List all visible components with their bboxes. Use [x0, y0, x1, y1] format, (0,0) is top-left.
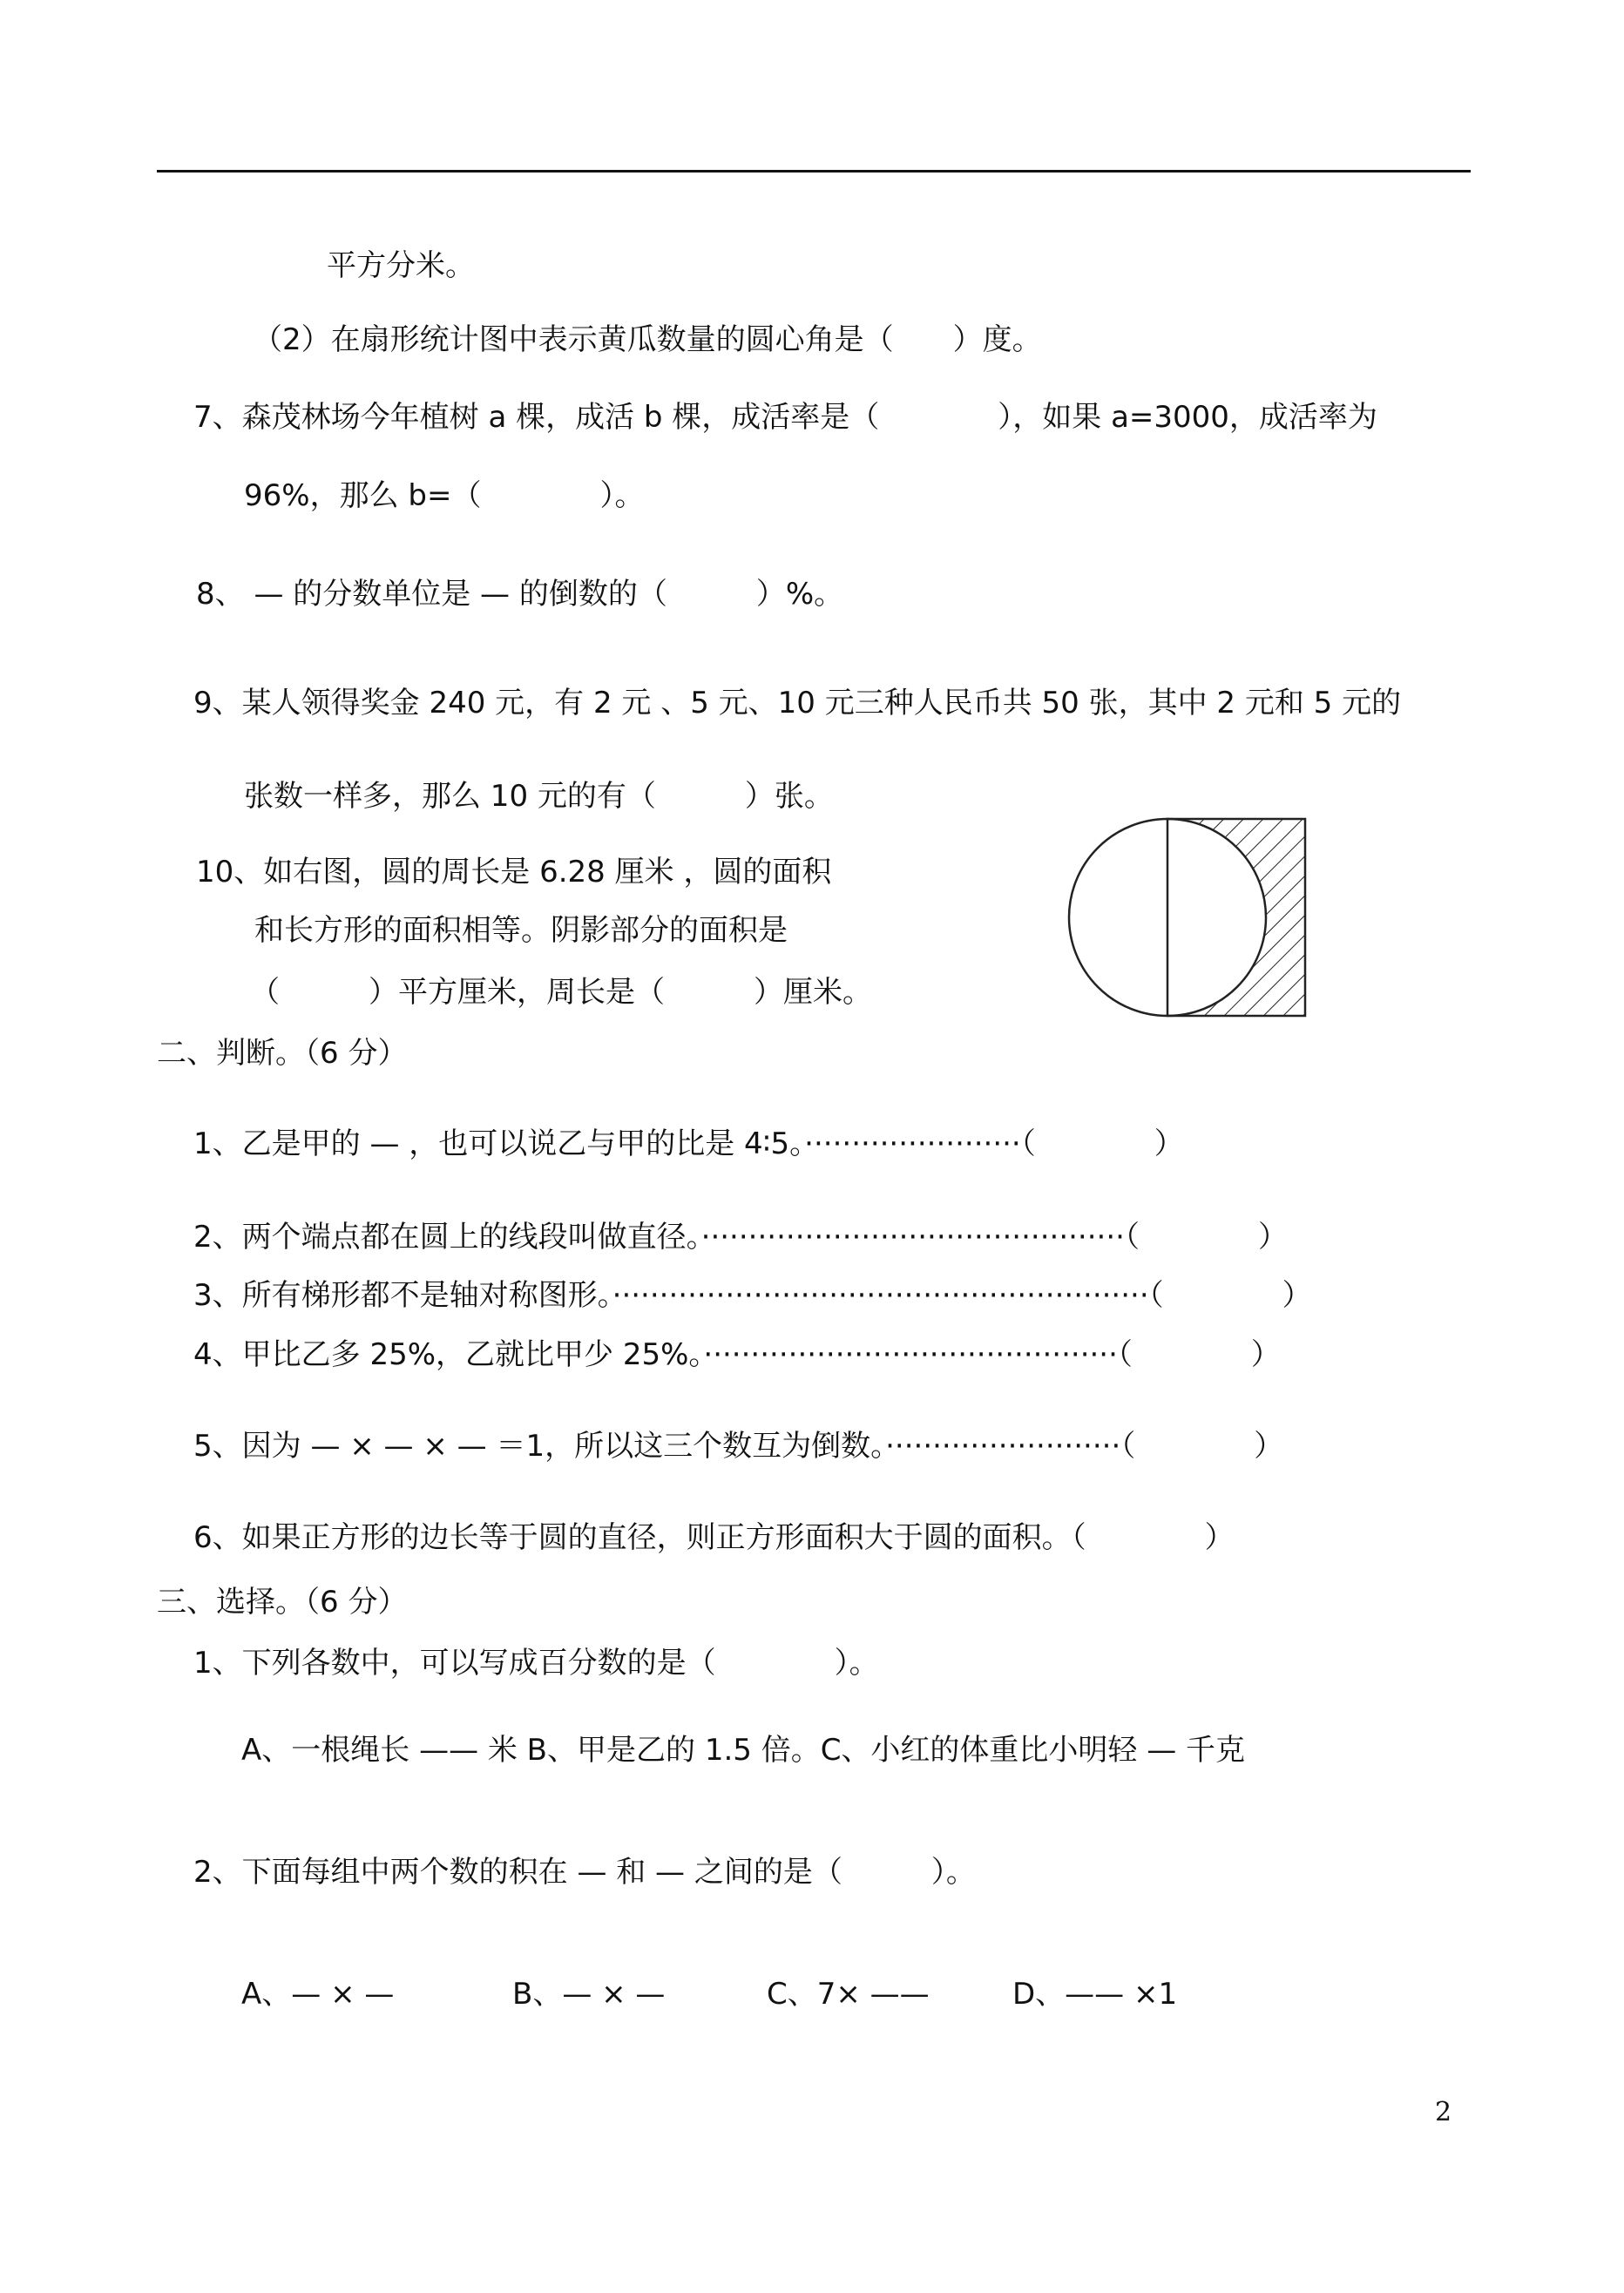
judgment-2: 2、两个端点都在圆上的线段叫做直径。·············································（ ）: [193, 1220, 1288, 1255]
question-9: 9、某人领得奖金 240 元，有 2 元 、5 元、10 元三种人民币共 50 张，其中 2 元和 5 元的: [193, 686, 1402, 720]
circle-rectangle-figure: [1067, 817, 1311, 1019]
judgment-3: 3、所有梯形都不是轴对称图形。·························································（ ）: [193, 1278, 1312, 1313]
choice-2: 2、下面每组中两个数的积在 — 和 — 之间的是（ ）。: [193, 1855, 976, 1890]
section-heading: 三、选择。（6 分）: [157, 1585, 408, 1620]
question-8: 8、 — 的分数单位是 — 的倒数的（ ）%。: [196, 577, 844, 612]
choice-1-options: A、一根绳长 —— 米 B、甲是乙的 1.5 倍。C、小红的体重比小明轻 — 千克: [241, 1733, 1246, 1768]
choice-1: 1、下列各数中，可以写成百分数的是（ ）。: [193, 1646, 879, 1681]
option-c: C、7× ——: [767, 1977, 930, 2012]
text-line: 96%，那么 b=（ ）。: [244, 478, 645, 513]
judgment-4: 4、甲比乙多 25%，乙就比甲少 25%。············································（ ）: [193, 1337, 1281, 1372]
text-line: （2）在扇形统计图中表示黄瓜数量的圆心角是（ ）度。: [253, 322, 1042, 357]
judgment-5: 5、因为 — × — × — ＝1，所以这三个数互为倒数。·························（ ）: [193, 1429, 1284, 1464]
judgment-6: 6、如果正方形的边长等于圆的直径，则正方形面积大于圆的面积。（ ）: [193, 1520, 1235, 1555]
text-line: 平方分米。: [327, 248, 475, 283]
option-d: D、—— ×1: [1012, 1977, 1178, 2012]
section-heading: 二、判断。（6 分）: [157, 1036, 408, 1071]
page-number: 2: [1435, 2097, 1452, 2127]
text-line: （ ）平方厘米，周长是（ ）厘米。: [250, 975, 872, 1010]
option-a: A、— × —: [241, 1977, 395, 2012]
question-10: 10、如右图，圆的周长是 6.28 厘米 ，圆的面积: [196, 855, 832, 889]
question-7: 7、森茂林场今年植树 a 棵，成活 b 棵，成活率是（ ），如果 a=3000，成活率为: [193, 400, 1377, 435]
header-rule: [157, 170, 1471, 172]
judgment-1: 1、乙是甲的 — ，也可以说乙与甲的比是 4∶5。·······················（ ）: [193, 1126, 1184, 1161]
option-b: B、— × —: [512, 1977, 666, 2012]
text-line: 张数一样多，那么 10 元的有（ ）张。: [244, 779, 834, 814]
text-line: 和长方形的面积相等。阴影部分的面积是: [254, 913, 788, 948]
